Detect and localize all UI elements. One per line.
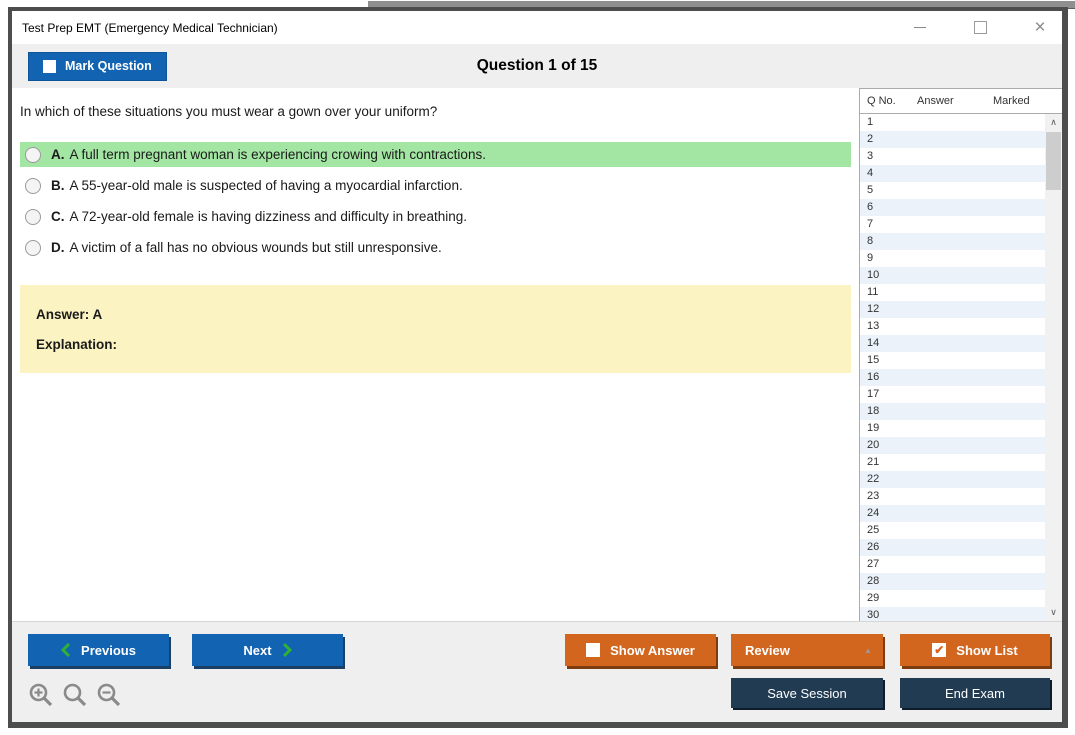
cell-q: 10 <box>867 269 880 281</box>
cell-a <box>917 590 993 607</box>
table-row[interactable] <box>860 318 1045 335</box>
close-icon: × <box>1034 16 1046 38</box>
table-row[interactable] <box>860 522 1045 539</box>
table-row[interactable] <box>860 556 1045 573</box>
cell-a <box>917 556 993 573</box>
option-letter: B. <box>51 178 65 193</box>
option-letter: D. <box>51 240 65 255</box>
table-row[interactable] <box>860 199 1045 216</box>
zoom-out-icon[interactable] <box>96 682 122 708</box>
cell-m <box>993 199 1045 216</box>
option-letter: C. <box>51 209 65 224</box>
cell-a <box>917 114 993 131</box>
option-text: A full term pregnant woman is experiencing crowing with contractions. <box>69 147 486 162</box>
table-row[interactable] <box>860 590 1045 607</box>
table-row[interactable] <box>860 471 1045 488</box>
scroll-down-icon[interactable]: ∨ <box>1050 607 1057 617</box>
cell-q: 25 <box>867 524 880 536</box>
question-list-rows <box>860 114 1045 621</box>
question-panel <box>12 88 859 621</box>
cell-q: 20 <box>867 439 880 451</box>
cell-a <box>917 471 993 488</box>
zoom-reset-icon[interactable] <box>62 682 88 708</box>
chevron-right-icon <box>282 643 292 657</box>
cell-m <box>993 573 1045 590</box>
window-controls <box>912 11 1048 44</box>
cell-a <box>917 165 993 182</box>
table-row[interactable] <box>860 369 1045 386</box>
cell-q: 15 <box>867 354 880 366</box>
cell-a <box>917 539 993 556</box>
cell-a <box>917 488 993 505</box>
question-list-scrollbar[interactable] <box>1045 114 1062 621</box>
option-row-c[interactable] <box>20 204 851 229</box>
cell-m <box>993 182 1045 199</box>
cell-a <box>917 335 993 352</box>
cell-a <box>917 386 993 403</box>
option-text: A 55-year-old male is suspected of having a myocardial infarction. <box>69 178 463 193</box>
question-counter: Question 1 of 15 <box>476 57 598 74</box>
cell-a <box>917 148 993 165</box>
table-row[interactable] <box>860 403 1045 420</box>
answer-label: Answer: A <box>36 307 103 322</box>
table-row[interactable] <box>860 488 1045 505</box>
cell-q: 22 <box>867 473 880 485</box>
save-session-button[interactable] <box>731 678 883 708</box>
show-answer-checkbox[interactable] <box>586 643 600 657</box>
option-text: A victim of a fall has no obvious wounds but still unresponsive. <box>69 240 442 255</box>
cell-q: 17 <box>867 388 880 400</box>
next-label: Next <box>243 642 272 658</box>
option-radio[interactable] <box>25 147 41 163</box>
toolbar <box>12 44 1062 88</box>
cell-q: 6 <box>867 201 874 213</box>
cell-q: 23 <box>867 490 880 502</box>
table-row[interactable] <box>860 233 1045 250</box>
cell-q: 2 <box>867 133 874 145</box>
question-list-body <box>860 114 1062 621</box>
cell-a <box>917 369 993 386</box>
cell-q: 30 <box>867 609 880 621</box>
option-row-d[interactable] <box>20 235 851 260</box>
cell-q: 13 <box>867 320 880 332</box>
titlebar <box>12 11 1062 44</box>
cell-q: 24 <box>867 507 880 519</box>
option-letter: A. <box>51 147 65 162</box>
chevron-left-icon <box>61 643 71 657</box>
show-list-checkbox[interactable] <box>932 643 946 657</box>
option-radio[interactable] <box>25 240 41 256</box>
cell-q: 19 <box>867 422 880 434</box>
cell-m <box>993 131 1045 148</box>
cell-a <box>917 318 993 335</box>
cell-m <box>993 403 1045 420</box>
maximize-button[interactable] <box>972 20 988 36</box>
cell-a <box>917 454 993 471</box>
cell-a <box>917 403 993 420</box>
cell-m <box>993 250 1045 267</box>
cell-m <box>993 318 1045 335</box>
save-session-label: Save Session <box>767 685 847 701</box>
cell-a <box>917 267 993 284</box>
cell-q: 8 <box>867 235 874 247</box>
table-row[interactable] <box>860 131 1045 148</box>
table-row[interactable] <box>860 114 1045 131</box>
end-exam-label: End Exam <box>945 685 1005 701</box>
cell-a <box>917 522 993 539</box>
cell-m <box>993 284 1045 301</box>
cell-m <box>993 301 1045 318</box>
mark-question-label: Mark Question <box>65 59 152 73</box>
cell-a <box>917 437 993 454</box>
app-window <box>8 7 1068 728</box>
next-button[interactable] <box>192 634 343 666</box>
mark-question-checkbox[interactable] <box>43 60 56 73</box>
cell-m <box>993 607 1045 621</box>
cell-q: 21 <box>867 456 880 468</box>
cell-m <box>993 233 1045 250</box>
answer-box <box>20 285 851 373</box>
main-area <box>12 88 1062 621</box>
scrollbar-thumb[interactable] <box>1046 132 1061 190</box>
table-row[interactable] <box>860 182 1045 199</box>
option-radio[interactable] <box>25 178 41 194</box>
cell-a <box>917 199 993 216</box>
show-list-label: Show List <box>956 642 1018 658</box>
cell-a <box>917 607 993 621</box>
cell-a <box>917 250 993 267</box>
option-row-b[interactable] <box>20 173 851 198</box>
cell-m <box>993 471 1045 488</box>
show-answer-label: Show Answer <box>610 642 695 658</box>
column-header-marked: Marked <box>993 95 1030 107</box>
table-row[interactable] <box>860 352 1045 369</box>
cell-q: 12 <box>867 303 880 315</box>
cell-q: 9 <box>867 252 874 264</box>
table-row[interactable] <box>860 284 1045 301</box>
table-row[interactable] <box>860 607 1045 621</box>
review-dropdown[interactable] <box>731 634 883 666</box>
cell-m <box>993 556 1045 573</box>
cell-a <box>917 216 993 233</box>
cell-m <box>993 148 1045 165</box>
cell-m <box>993 369 1045 386</box>
option-radio[interactable] <box>25 209 41 225</box>
previous-button[interactable] <box>28 634 169 666</box>
cell-a <box>917 233 993 250</box>
footer <box>12 621 1062 722</box>
cell-m <box>993 114 1045 131</box>
question-list-panel <box>859 88 1062 621</box>
cell-q: 29 <box>867 592 880 604</box>
table-row[interactable] <box>860 216 1045 233</box>
cell-q: 14 <box>867 337 880 349</box>
cell-q: 16 <box>867 371 880 383</box>
table-row[interactable] <box>860 573 1045 590</box>
cell-q: 1 <box>867 116 874 128</box>
show-answer-button[interactable] <box>565 634 716 666</box>
zoom-controls <box>28 682 122 708</box>
cell-q: 26 <box>867 541 880 553</box>
option-text: A 72-year-old female is having dizziness and difficulty in breathing. <box>69 209 467 224</box>
cell-m <box>993 335 1045 352</box>
explanation-label: Explanation: <box>36 337 118 352</box>
cell-a <box>917 352 993 369</box>
column-header-answer: Answer <box>917 95 954 107</box>
column-header-qno: Q No. <box>867 95 896 107</box>
table-row[interactable] <box>860 250 1045 267</box>
cell-m <box>993 454 1045 471</box>
cell-m <box>993 420 1045 437</box>
cell-m <box>993 165 1045 182</box>
window-title: Test Prep EMT (Emergency Medical Technician) <box>22 20 278 35</box>
maximize-icon <box>974 21 987 34</box>
cell-m <box>993 437 1045 454</box>
cell-a <box>917 505 993 522</box>
question-list-header <box>860 89 1062 114</box>
cell-a <box>917 131 993 148</box>
cell-m <box>993 522 1045 539</box>
table-row[interactable] <box>860 335 1045 352</box>
cell-a <box>917 182 993 199</box>
cell-m <box>993 590 1045 607</box>
cell-a <box>917 284 993 301</box>
question-text: In which of these situations you must wear a gown over your uniform? <box>20 104 438 119</box>
minimize-button[interactable] <box>912 20 928 36</box>
cell-m <box>993 216 1045 233</box>
table-row[interactable] <box>860 420 1045 437</box>
cell-q: 4 <box>867 167 874 179</box>
minimize-icon <box>914 27 926 28</box>
table-row[interactable] <box>860 386 1045 403</box>
table-row[interactable] <box>860 505 1045 522</box>
options-list <box>20 142 859 260</box>
cell-a <box>917 573 993 590</box>
table-row[interactable] <box>860 301 1045 318</box>
table-row[interactable] <box>860 539 1045 556</box>
scroll-up-icon[interactable]: ∧ <box>1050 117 1057 127</box>
mark-question-button[interactable] <box>28 52 167 81</box>
cell-a <box>917 420 993 437</box>
caret-up-icon: ▲ <box>864 646 872 655</box>
cell-m <box>993 539 1045 556</box>
table-row[interactable] <box>860 148 1045 165</box>
checkmark-icon: ✔ <box>934 643 945 657</box>
cell-a <box>917 301 993 318</box>
close-button[interactable] <box>1032 16 1048 38</box>
end-exam-button[interactable] <box>900 678 1050 708</box>
cell-m <box>993 386 1045 403</box>
cell-q: 3 <box>867 150 874 162</box>
cell-m <box>993 267 1045 284</box>
table-row[interactable] <box>860 437 1045 454</box>
cell-q: 28 <box>867 575 880 587</box>
option-row-a[interactable] <box>20 142 851 167</box>
table-row[interactable] <box>860 267 1045 284</box>
table-row[interactable] <box>860 165 1045 182</box>
cell-q: 27 <box>867 558 880 570</box>
cell-m <box>993 352 1045 369</box>
previous-label: Previous <box>81 642 136 658</box>
cell-q: 7 <box>867 218 874 230</box>
table-row[interactable] <box>860 454 1045 471</box>
cell-m <box>993 488 1045 505</box>
cell-m <box>993 505 1045 522</box>
zoom-in-icon[interactable] <box>28 682 54 708</box>
cell-q: 11 <box>867 286 879 298</box>
show-list-button[interactable] <box>900 634 1050 666</box>
review-label: Review <box>745 642 790 658</box>
cell-q: 5 <box>867 184 874 196</box>
cell-q: 18 <box>867 405 880 417</box>
